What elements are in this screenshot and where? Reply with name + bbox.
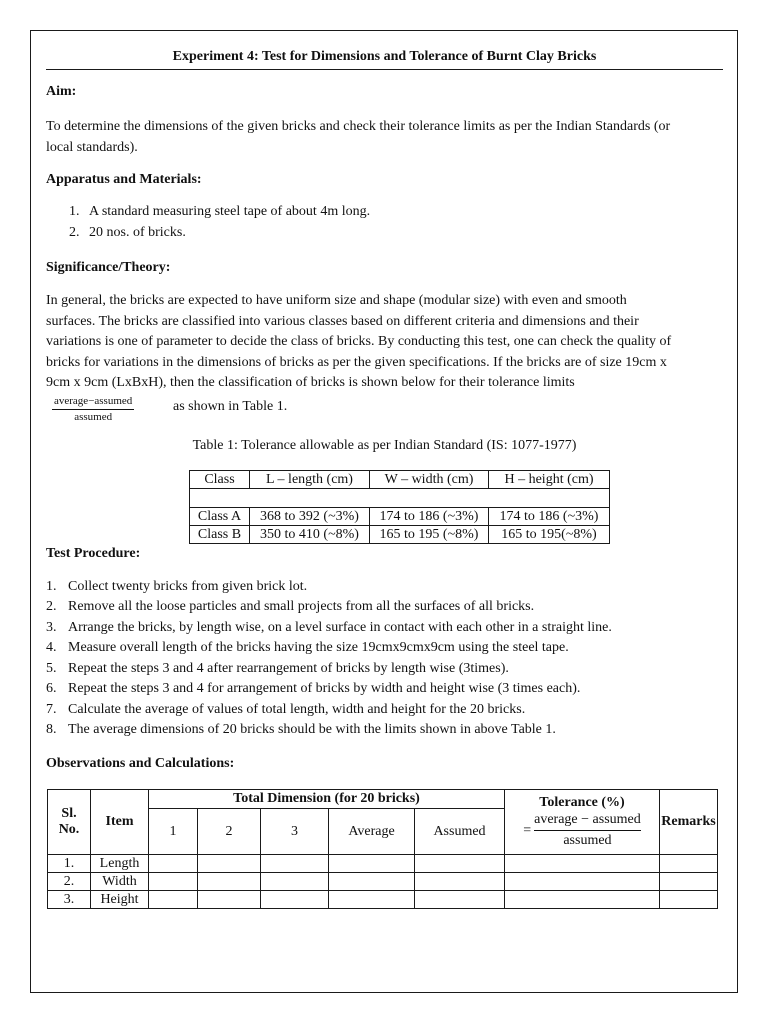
formula-numerator: average − assumed — [534, 812, 641, 827]
empty-cell — [149, 891, 198, 909]
title-underline — [46, 69, 723, 70]
list-text: 20 nos. of bricks. — [89, 225, 186, 240]
table-header-row — [190, 471, 610, 489]
list-text: Remove all the loose particles and small projects from all the surfaces of all bricks. — [68, 599, 535, 614]
sl-no-header — [48, 790, 91, 855]
list-number: 1. — [69, 204, 80, 219]
apparatus-item — [69, 225, 186, 241]
table-header-cell: L – length (cm) — [250, 471, 370, 489]
empty-cell — [505, 873, 660, 891]
list-text: Measure overall length of the bricks having the size 19cmx9cmx9cm using the steel tape. — [68, 640, 569, 655]
list-number: 6. — [46, 681, 57, 696]
total-dimension-header: Total Dimension (for 20 bricks) — [149, 790, 505, 809]
table-row — [190, 508, 610, 526]
empty-cell — [505, 855, 660, 873]
theory-line: bricks for variations in the dimensions of bricks as per the given specifications. If the bricks are of size 19cm x — [46, 354, 667, 370]
empty-cell — [329, 891, 415, 909]
empty-cell — [660, 873, 718, 891]
empty-cell — [415, 855, 505, 873]
document-page — [30, 30, 738, 993]
table-cell: 174 to 186 (~3%) — [370, 508, 489, 526]
empty-cell — [505, 891, 660, 909]
fraction-tail-text: as shown in Table 1. — [173, 399, 288, 414]
empty-cell — [415, 891, 505, 909]
empty-cell — [261, 855, 329, 873]
table-blank-cell — [190, 489, 610, 508]
sl-cell: 1. — [48, 855, 91, 873]
fraction-denominator: assumed — [74, 411, 113, 423]
list-number: 1. — [46, 579, 57, 594]
theory-line: surfaces. The bricks are classified into various classes based on different criteria and dimensions and their — [46, 313, 639, 329]
apparatus-item — [69, 204, 370, 220]
fraction-numerator: average−assumed — [54, 395, 133, 407]
formula-denominator: assumed — [563, 833, 612, 848]
tolerance-fraction — [52, 395, 134, 424]
observation-table — [47, 789, 718, 909]
table1-caption: Table 1: Tolerance allowable as per Indian Standard (IS: 1077-1977) — [192, 438, 577, 453]
list-text: The average dimensions of 20 bricks should be with the limits shown in above Table 1. — [68, 722, 556, 737]
tolerance-formula — [534, 812, 641, 849]
table-cell: 368 to 392 (~3%) — [250, 508, 370, 526]
tolerance-table — [189, 470, 610, 544]
procedure-heading: Test Procedure: — [46, 546, 141, 561]
table-row — [48, 873, 718, 891]
tolerance-header — [505, 790, 660, 855]
table-header-cell: Class — [190, 471, 250, 489]
empty-cell — [261, 873, 329, 891]
theory-line: In general, the bricks are expected to have uniform size and shape (modular size) with even and smooth — [46, 293, 627, 308]
empty-cell — [660, 891, 718, 909]
document-title: Experiment 4: Test for Dimensions and Tolerance of Burnt Clay Bricks — [172, 49, 597, 64]
fraction-bar — [52, 409, 134, 410]
list-number: 8. — [46, 722, 57, 737]
table-header-row — [48, 790, 718, 809]
item-cell: Height — [91, 891, 149, 909]
sub-header-cell: Average — [329, 809, 415, 855]
empty-cell — [415, 873, 505, 891]
sub-header-cell: 3 — [261, 809, 329, 855]
theory-line: 9cm x 9cm (LxBxH), then the classification of bricks is shown below for their tolerance limits — [46, 375, 575, 390]
table-cell: 350 to 410 (~8%) — [250, 526, 370, 544]
list-number: 3. — [46, 620, 57, 635]
table-header-cell: W – width (cm) — [370, 471, 489, 489]
table-cell: Class A — [190, 508, 250, 526]
table-blank-row — [190, 489, 610, 508]
aim-heading: Aim: — [46, 84, 77, 99]
list-number: 4. — [46, 640, 57, 655]
sl-header-line: Sl. — [61, 806, 77, 821]
list-number: 7. — [46, 702, 57, 717]
item-header: Item — [91, 790, 149, 855]
list-number: 2. — [46, 599, 57, 614]
empty-cell — [261, 891, 329, 909]
table-header-cell: H – height (cm) — [489, 471, 610, 489]
theory-heading: Significance/Theory: — [46, 260, 171, 275]
item-cell: Length — [91, 855, 149, 873]
sub-header-cell: 1 — [149, 809, 198, 855]
empty-cell — [329, 873, 415, 891]
table-cell: 174 to 186 (~3%) — [489, 508, 610, 526]
empty-cell — [198, 891, 261, 909]
theory-line: variations is one of parameter to decide the class of bricks. By conducting this test, one can check the quality of — [46, 334, 672, 349]
item-cell: Width — [91, 873, 149, 891]
table-row — [190, 526, 610, 544]
table-cell: Class B — [190, 526, 250, 544]
theory-text — [46, 291, 723, 394]
table-cell: 165 to 195 (~8%) — [370, 526, 489, 544]
equals-sign: = — [523, 822, 532, 838]
list-text: Arrange the bricks, by length wise, on a level surface in contact with each other in a straight line. — [68, 620, 612, 635]
empty-cell — [149, 873, 198, 891]
empty-cell — [198, 855, 261, 873]
aim-line: local standards). — [46, 139, 138, 155]
list-text: Repeat the steps 3 and 4 after rearrangement of bricks by length wise (3times). — [68, 661, 509, 676]
remarks-header: Remarks — [660, 790, 718, 855]
aim-text — [46, 117, 723, 158]
list-text: A standard measuring steel tape of about 4m long. — [89, 204, 371, 219]
formula-bar — [534, 830, 641, 831]
table-cell: 165 to 195(~8%) — [489, 526, 610, 544]
list-number: 2. — [69, 225, 80, 240]
observations-heading: Observations and Calculations: — [46, 756, 235, 771]
sl-header-line: No. — [58, 822, 80, 837]
sl-cell: 3. — [48, 891, 91, 909]
tolerance-title: Tolerance (%) — [539, 795, 625, 810]
empty-cell — [660, 855, 718, 873]
aim-line: To determine the dimensions of the given bricks and check their tolerance limits as per the Indian Standards (or — [46, 119, 671, 134]
sub-header-cell: 2 — [198, 809, 261, 855]
list-text: Calculate the average of values of total length, width and height for the 20 bricks. — [68, 702, 526, 717]
empty-cell — [198, 873, 261, 891]
list-text: Repeat the steps 3 and 4 for arrangement of bricks by width and height wise (3 times each). — [68, 681, 581, 696]
table-row — [48, 855, 718, 873]
sub-header-cell: Assumed — [415, 809, 505, 855]
list-text: Collect twenty bricks from given brick lot. — [68, 579, 308, 594]
apparatus-heading: Apparatus and Materials: — [46, 172, 202, 187]
list-number: 5. — [46, 661, 57, 676]
sl-cell: 2. — [48, 873, 91, 891]
empty-cell — [329, 855, 415, 873]
table-row — [48, 891, 718, 909]
empty-cell — [149, 855, 198, 873]
